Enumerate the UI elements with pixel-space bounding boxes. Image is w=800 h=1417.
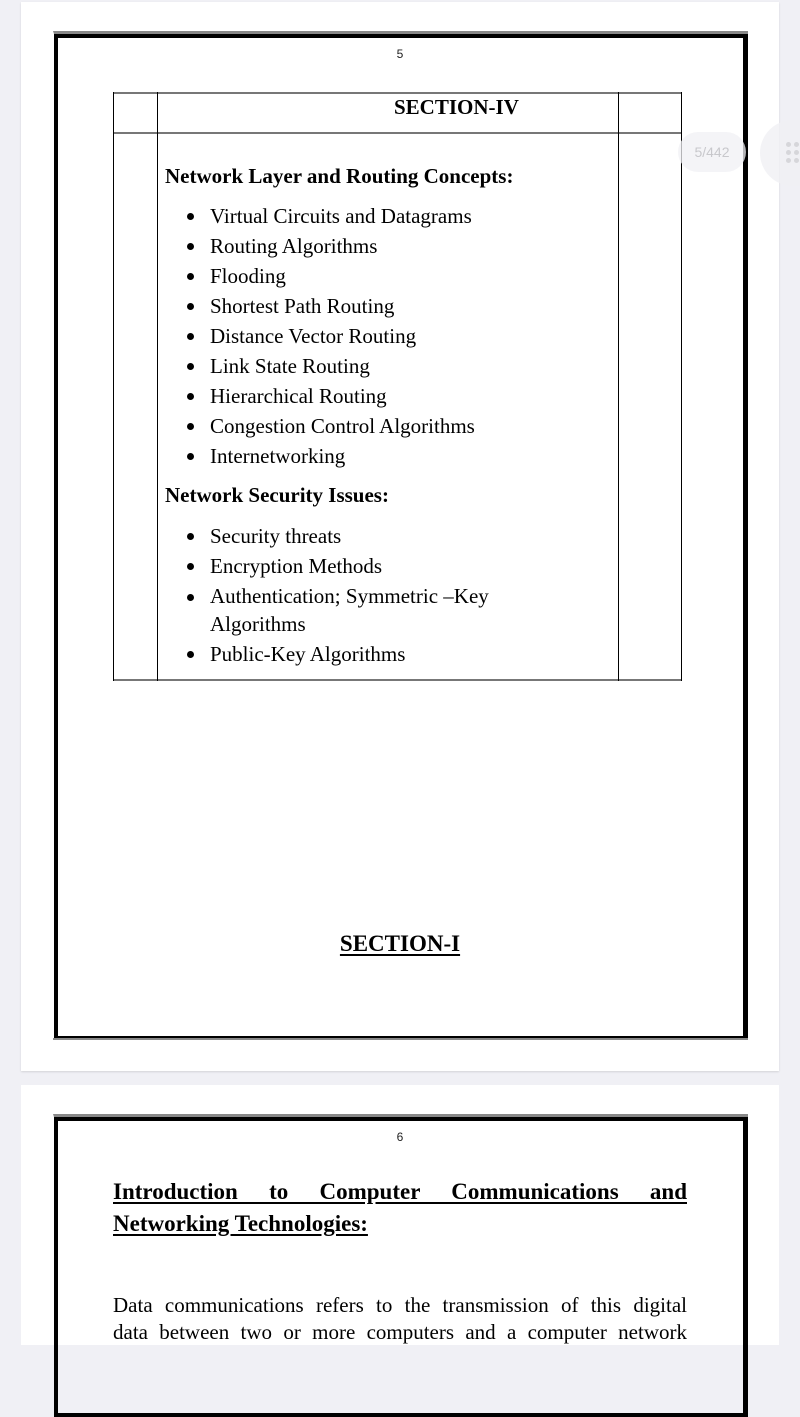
list-item: Hierarchical Routing [165,381,475,411]
list-item: Link State Routing [165,351,475,381]
list-item: Distance Vector Routing [165,321,475,351]
section-header: SECTION-IV [394,95,519,119]
list-item: Internetworking [165,441,475,471]
bullet-icon [187,393,194,400]
table-col-divider-2 [618,92,619,681]
table-top-border [113,92,682,94]
table-col-divider-1 [157,92,158,681]
bullet-icon [187,273,194,280]
bullet-icon [187,213,194,220]
list-item: Flooding [165,261,475,291]
heading-network-layer: Network Layer and Routing Concepts: [165,164,514,188]
bullet-icon [187,333,194,340]
list-item: Virtual Circuits and Datagrams [165,201,475,231]
pdf-page-6 [21,1085,779,1345]
list-item: Routing Algorithms [165,231,475,261]
bullet-icon [187,243,194,250]
bullet-icon [187,453,194,460]
bullet-icon [187,594,194,601]
table-left-border [113,92,114,681]
table-right-border [681,92,682,681]
bullet-icon [187,533,194,540]
heading-network-security: Network Security Issues: [165,483,389,507]
page-border-inner [54,1117,748,1417]
page-number: 5 [396,47,404,61]
section-footer-heading: SECTION-I [339,931,461,956]
list-item: Shortest Path Routing [165,291,475,321]
bullet-icon [187,651,194,658]
chapter-title: Introduction to Computer Communications and Networking Technologies: [113,1179,687,1236]
routing-topics-list [165,201,475,471]
bullet-icon [187,423,194,430]
pdf-page-5 [21,2,779,1071]
bullet-icon [187,363,194,370]
bullet-icon [187,303,194,310]
page-border-shadow [53,1038,748,1040]
bullet-icon [187,563,194,570]
page-number: 6 [396,1130,404,1144]
list-item: Congestion Control Algorithms [165,411,475,441]
list-item: Public-Key Algorithms [165,639,489,669]
security-topics-list [165,521,489,669]
list-item: Authentication; Symmetric –Key Algorithms [165,581,489,638]
list-item: Encryption Methods [165,551,489,581]
list-item: Security threats [165,521,489,551]
page-indicator: 5/442 [678,132,746,172]
grip-dots-icon [786,142,800,164]
table-bottom-border [113,679,682,681]
table-header-divider [113,132,682,134]
intro-paragraph: Data communications refers to the transmission of this digital data between two or more computers and a computer network [113,1293,687,1344]
